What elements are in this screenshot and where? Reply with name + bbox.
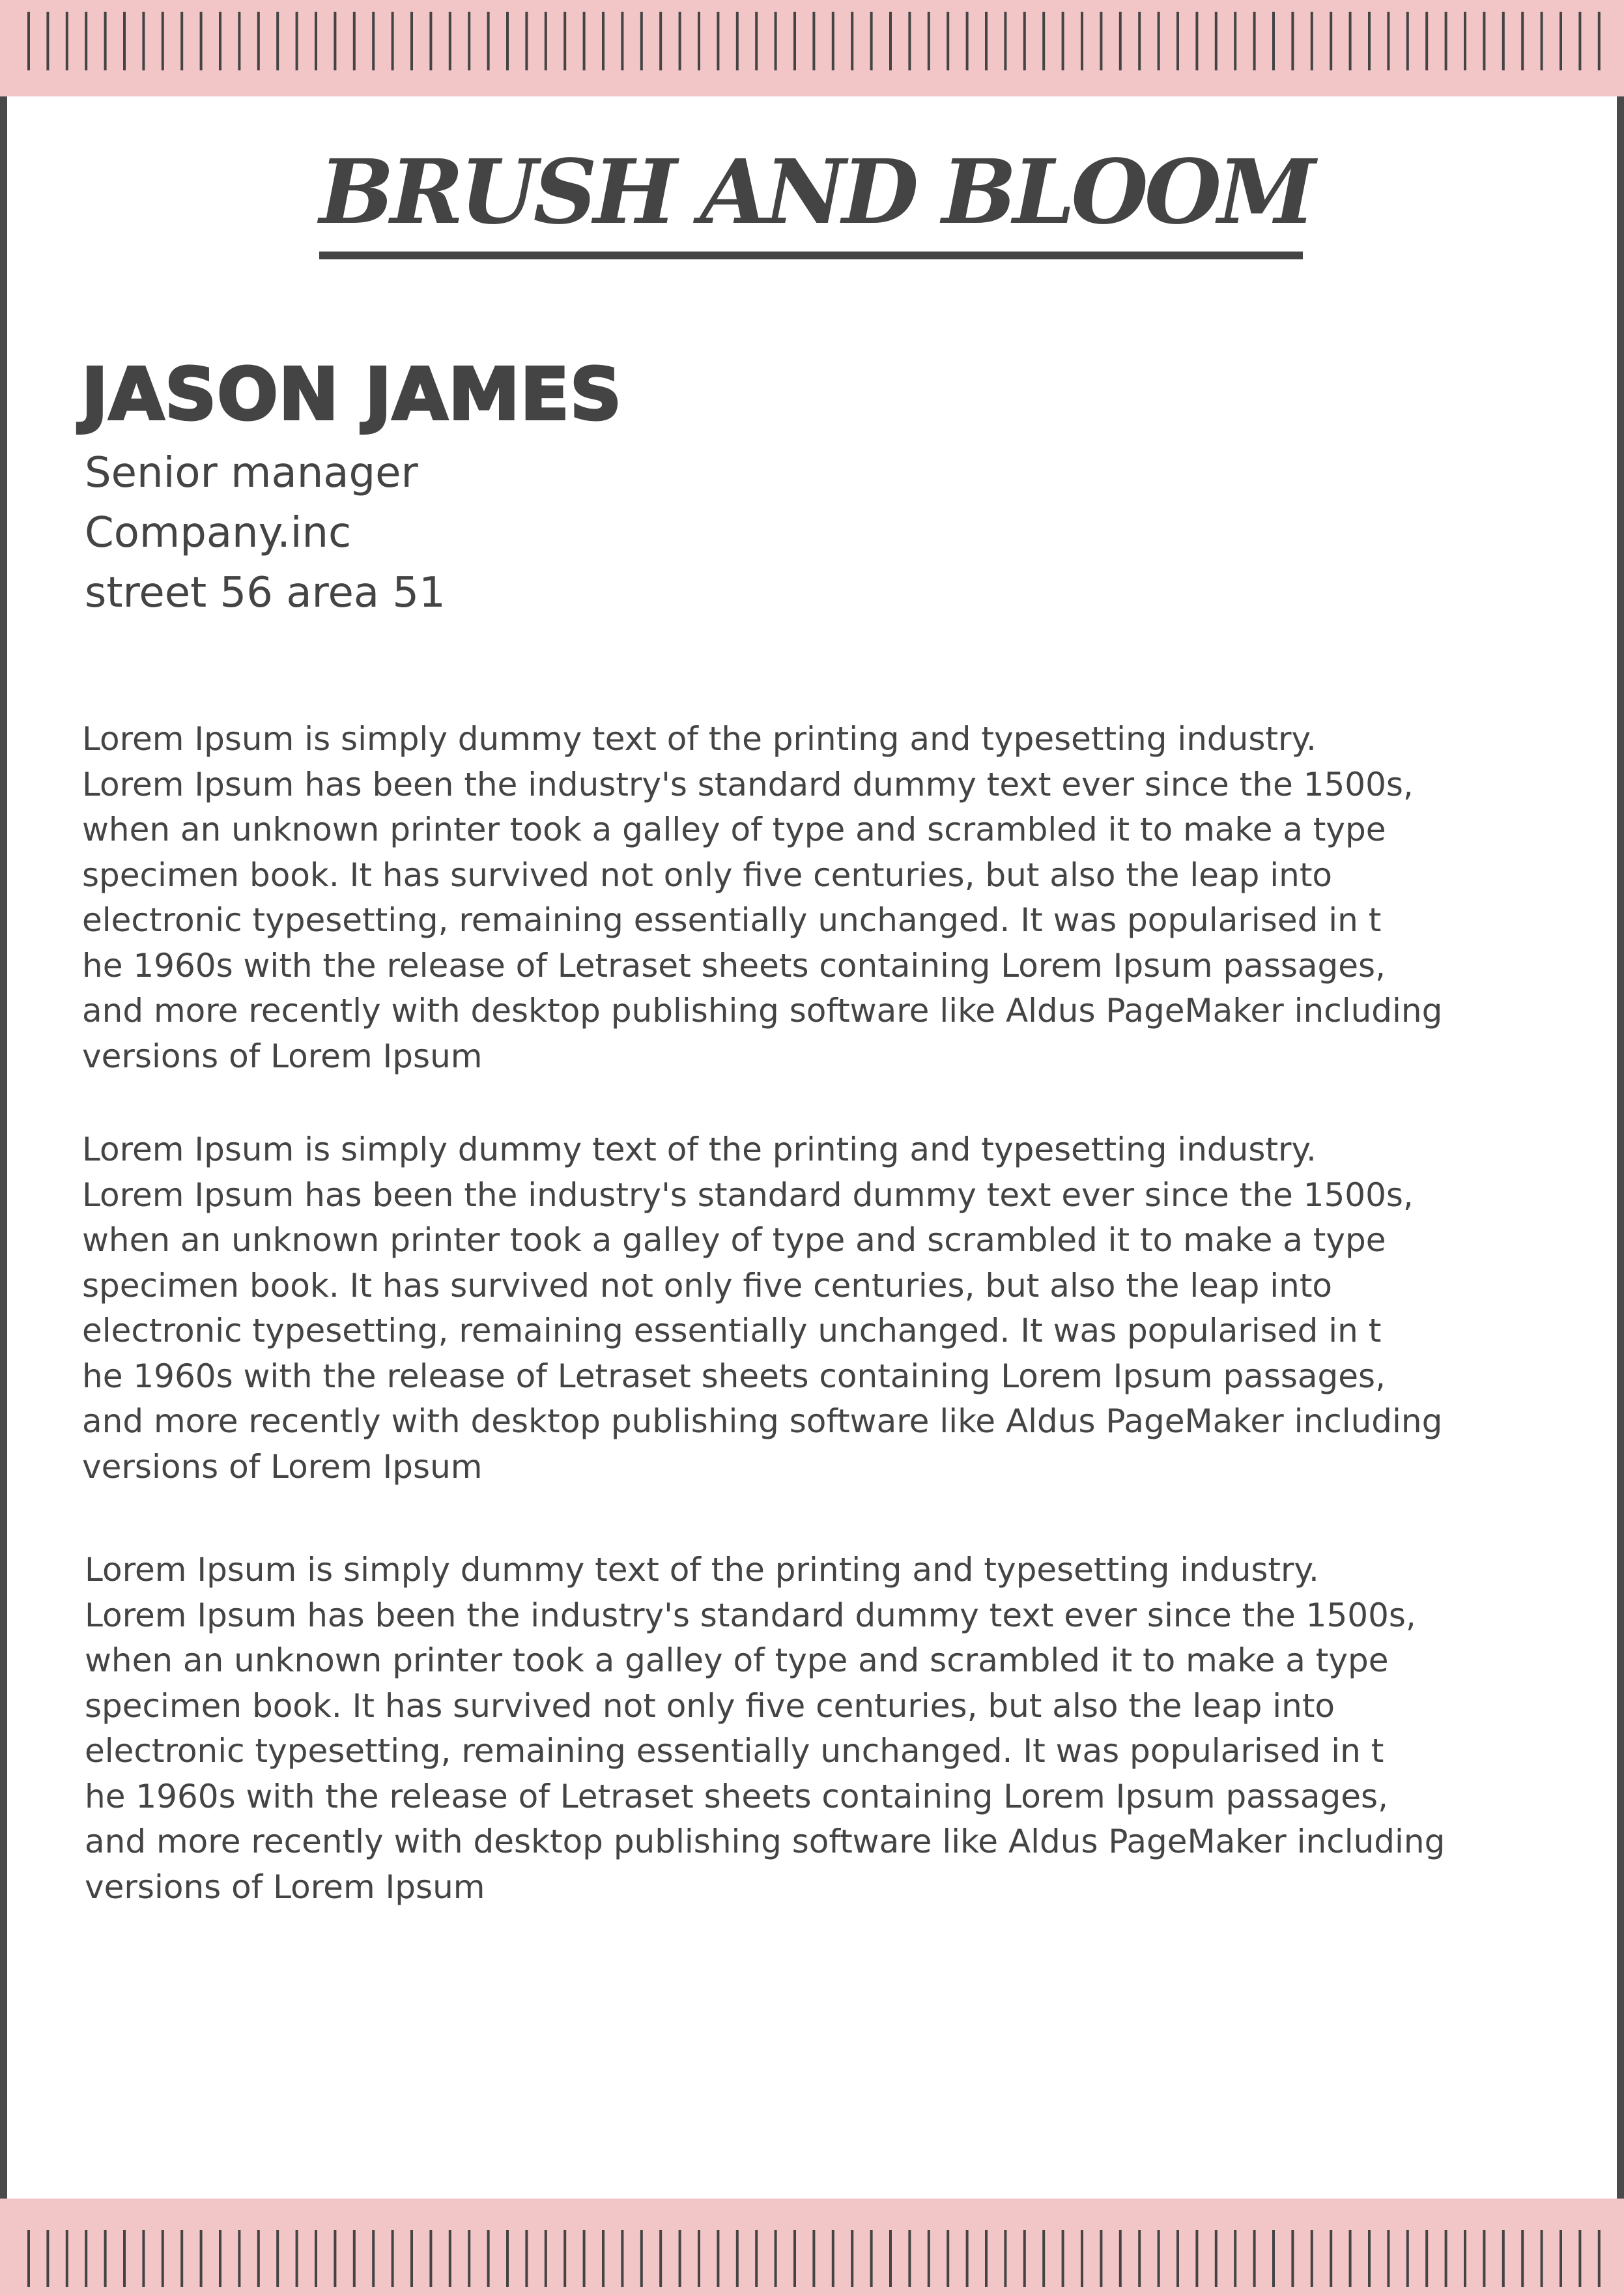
body-paragraph <box>82 717 1567 1079</box>
brand-title: BRUSH AND BLOOM <box>319 140 1312 244</box>
paragraph-line: electronic typesetting, remaining essentially unchanged. It was popularised in t <box>82 1312 1382 1350</box>
paragraph-line: he 1960s with the release of Letraset sheets containing Lorem Ipsum passages, <box>85 1777 1389 1815</box>
paragraph-line: and more recently with desktop publishing software like Aldus PageMaker including <box>82 992 1443 1030</box>
body-paragraph <box>82 1127 1567 1490</box>
bottom-decorative-band <box>0 2199 1624 2295</box>
paragraph-line: versions of Lorem Ipsum <box>85 1868 485 1906</box>
paragraph-line: specimen book. It has survived not only five centuries, but also the leap into <box>82 856 1333 894</box>
paragraph-line: electronic typesetting, remaining essentially unchanged. It was popularised in t <box>82 901 1382 939</box>
brand-header <box>319 137 1312 261</box>
paragraph-line: he 1960s with the release of Letraset sheets containing Lorem Ipsum passages, <box>82 946 1386 985</box>
paragraph-line: and more recently with desktop publishing software like Aldus PageMaker including <box>85 1823 1446 1860</box>
paragraph-line: Lorem Ipsum is simply dummy text of the printing and typesetting industry. <box>85 1551 1319 1589</box>
paragraph-line: when an unknown printer took a galley of type and scrambled it to make a type <box>82 811 1386 848</box>
paragraph-line: Lorem Ipsum has been the industry's standard dummy text ever since the 1500s, <box>82 1176 1414 1214</box>
paragraph-line: versions of Lorem Ipsum <box>82 1037 483 1075</box>
paragraph-line: specimen book. It has survived not only five centuries, but also the leap into <box>85 1686 1335 1725</box>
paragraph-line: Lorem Ipsum is simply dummy text of the printing and typesetting industry. <box>82 1131 1317 1168</box>
paragraph-line: Lorem Ipsum has been the industry's standard dummy text ever since the 1500s, <box>85 1596 1416 1634</box>
paragraph-line: Lorem Ipsum is simply dummy text of the printing and typesetting industry. <box>82 720 1317 758</box>
company-name: Company.inc <box>85 509 352 557</box>
job-title: Senior manager <box>85 449 418 497</box>
paragraph-line: when an unknown printer took a galley of type and scrambled it to make a type <box>85 1641 1389 1679</box>
person-name: JASON JAMES <box>81 353 623 436</box>
paragraph-line: when an unknown printer took a galley of type and scrambled it to make a type <box>82 1221 1386 1259</box>
body-paragraph <box>85 1548 1570 1910</box>
bottom-stripe-pattern <box>0 2199 1624 2295</box>
street-address: street 56 area 51 <box>85 569 446 617</box>
top-stripe-pattern <box>0 0 1624 96</box>
paragraph-line: Lorem Ipsum has been the industry's standard dummy text ever since the 1500s, <box>82 765 1414 803</box>
paragraph-line: electronic typesetting, remaining essentially unchanged. It was popularised in t <box>85 1732 1384 1770</box>
paragraph-line: versions of Lorem Ipsum <box>82 1447 483 1486</box>
contact-block <box>85 443 446 623</box>
brand-underline <box>319 252 1303 259</box>
paragraph-line: specimen book. It has survived not only five centuries, but also the leap into <box>82 1266 1333 1305</box>
top-decorative-band <box>0 0 1624 96</box>
paragraph-line: and more recently with desktop publishing software like Aldus PageMaker including <box>82 1402 1443 1440</box>
paragraph-line: he 1960s with the release of Letraset sheets containing Lorem Ipsum passages, <box>82 1357 1386 1395</box>
